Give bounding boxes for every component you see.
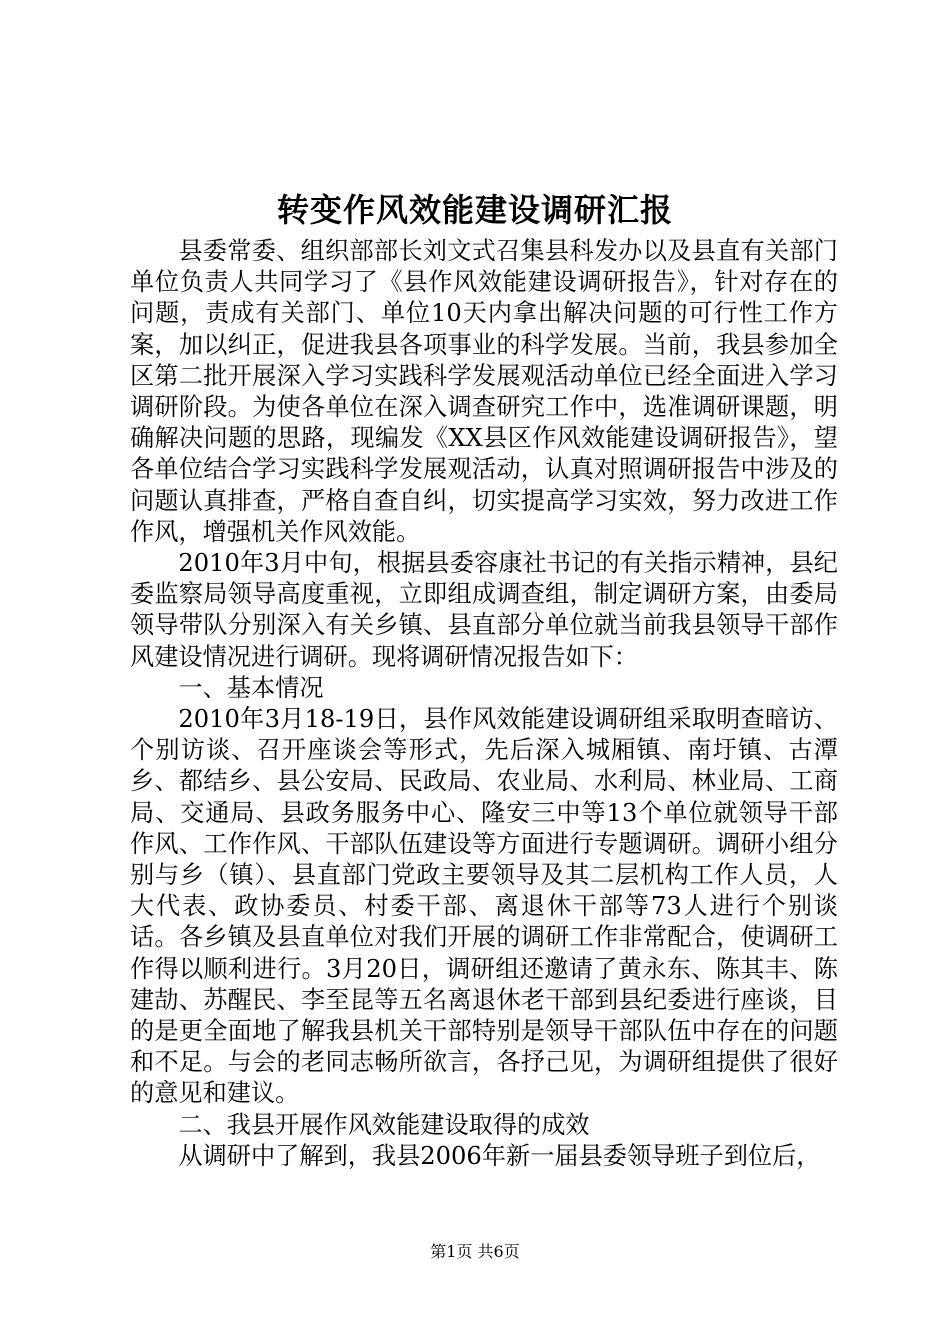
document-title: 转变作风效能建设调研汇报 [276,191,673,229]
page-number-footer: 第1页 共6页 [430,1242,520,1261]
paragraph: 2010年3月18-19日，县作风效能建设调研组采取明查暗访、个别访谈、召开座谈会等形式，先后深入城厢镇、南圩镇、古潭乡、都结乡、县公安局、民政局、农业局、水利局、林业局、工商局、交通局、县政务服务中心、隆安三中等13个单位就领导干部作风、工作作风、干部队伍建设等方面进行专题调研。调研小组分别与乡（镇）、县直部门党政主要领导及其二层机构工作人员，人大代表、政协委员、村委干部、离退休干部等73人进行个别谈话。各乡镇及县直单位对我们开展的调研工作非常配合，使调研工作得以顺利进行。3月20日，调研组还邀请了黄永东、陈其丰、陈建劼、苏醒民、李至昆等五名离退休老干部到县纪委进行座谈，目的是更全面地了解我县机关干部特别是领导干部队伍中存在的问题和不足。与会的老同志畅所欲言，各抒己见，为调研组提供了很好的意见和建议。 [130,705,838,1108]
paragraph: 2010年3月中旬，根据县委容康社书记的有关指示精神，县纪委监察局领导高度重视，立即组成调查组，制定调研方案，由委局领导带队分别深入有关乡镇、县直部分单位就当前我县领导干部作风建设情况进行调研。现将调研情况报告如下： [130,549,838,671]
document-body [130,236,838,1172]
paragraph: 从调研中了解到，我县2006年新一届县委领导班子到位后， [178,1141,821,1170]
paragraph: 县委常委、组织部部长刘文式召集县科发办以及县直有关部门单位负责人共同学习了《县作风效能建设调研报告》，针对存在的问题，责成有关部门、单位10天内拿出解决问题的可行性工作方案，加以纠正，促进我县各项事业的科学发展。当前，我县参加全区第二批开展深入学习实践科学发展观活动单位已经全面进入学习调研阶段。为使各单位在深入调查研究工作中，选准调研课题，明确解决问题的思路，现编发《XX县区作风效能建设调研报告》，望各单位结合学习实践科学发展观活动，认真对照调研报告中涉及的问题认真排查，严格自查自纠，切实提高学习实效，努力改进工作作风，增强机关作风效能。 [130,237,838,546]
section-heading: 二、我县开展作风效能建设取得的成效 [178,1110,590,1139]
section-heading: 一、基本情况 [178,673,324,702]
